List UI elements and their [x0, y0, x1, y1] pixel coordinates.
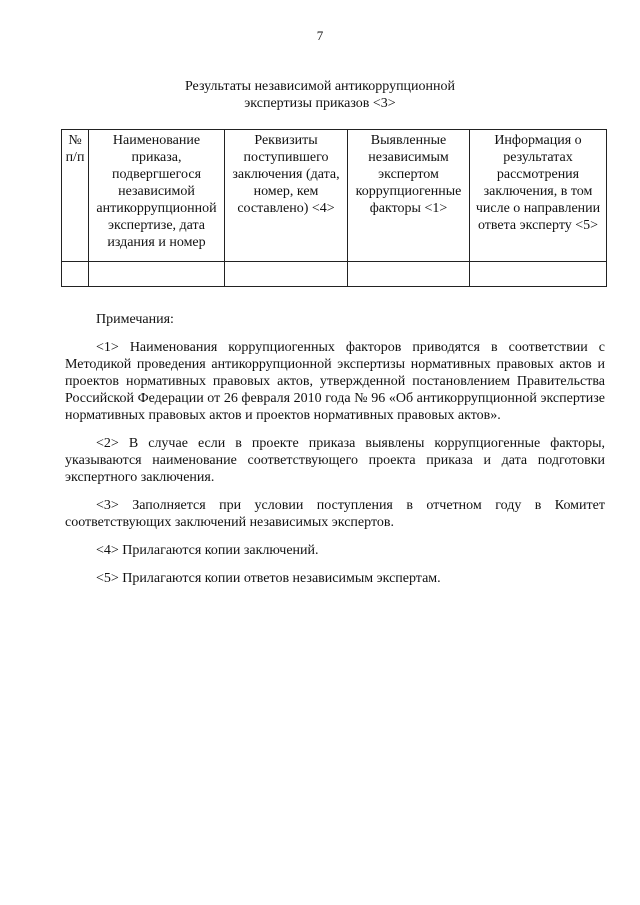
note-4: <4> Прилагаются копии заключений.	[96, 543, 319, 558]
note-1: <1> Наименования коррупциогенных факторов приводятся в соответствии с Методикой проведения антикоррупционной экспертизы нормативных правовых актов и проектов нормативных правовых актов, утвержденной постановлением Правительства Российской Федерации от 26 февраля 2010 года № 96 «Об антикоррупционной экспертизе нормативных правовых актов и проектов нормативных правовых актов».	[65, 340, 605, 423]
table-cell	[62, 262, 89, 287]
header-number: № п/п	[62, 130, 89, 262]
header-order-name: Наименование приказа, подвергшегося независимой антикоррупционной экспертизе, дата издания и номер	[89, 130, 225, 262]
table-cell	[470, 262, 607, 287]
table-header-row	[62, 130, 607, 262]
table-cell	[348, 262, 470, 287]
page-title-line-2: экспертизы приказов <3>	[244, 96, 396, 111]
table-cell	[89, 262, 225, 287]
header-conclusion-details: Реквизиты поступившего заключения (дата, номер, кем составлено) <4>	[225, 130, 348, 262]
header-corruption-factors: Выявленные независимым экспертом коррупциогенные факторы <1>	[348, 130, 470, 262]
page-number: 7	[316, 28, 324, 43]
table-cell	[225, 262, 348, 287]
page-title-line-1: Результаты независимой антикоррупционной	[184, 79, 456, 94]
table-row	[62, 262, 607, 287]
note-2: <2> В случае если в проекте приказа выявлены коррупциогенные факторы, указываются наименование соответствующего проекта приказа и дата подготовки экспертного заключения.	[65, 436, 605, 485]
header-review-results: Информация о результатах рассмотрения заключения, в том числе о направлении ответа эксперту <5>	[470, 130, 607, 262]
note-3: <3> Заполняется при условии поступления в отчетном году в Комитет соответствующих заключений независимых экспертов.	[65, 498, 605, 530]
note-5: <5> Прилагаются копии ответов независимым экспертам.	[96, 571, 441, 586]
notes-heading: Примечания:	[96, 312, 174, 327]
notes-section	[65, 311, 605, 598]
page-title	[0, 78, 640, 112]
results-table	[61, 129, 607, 287]
